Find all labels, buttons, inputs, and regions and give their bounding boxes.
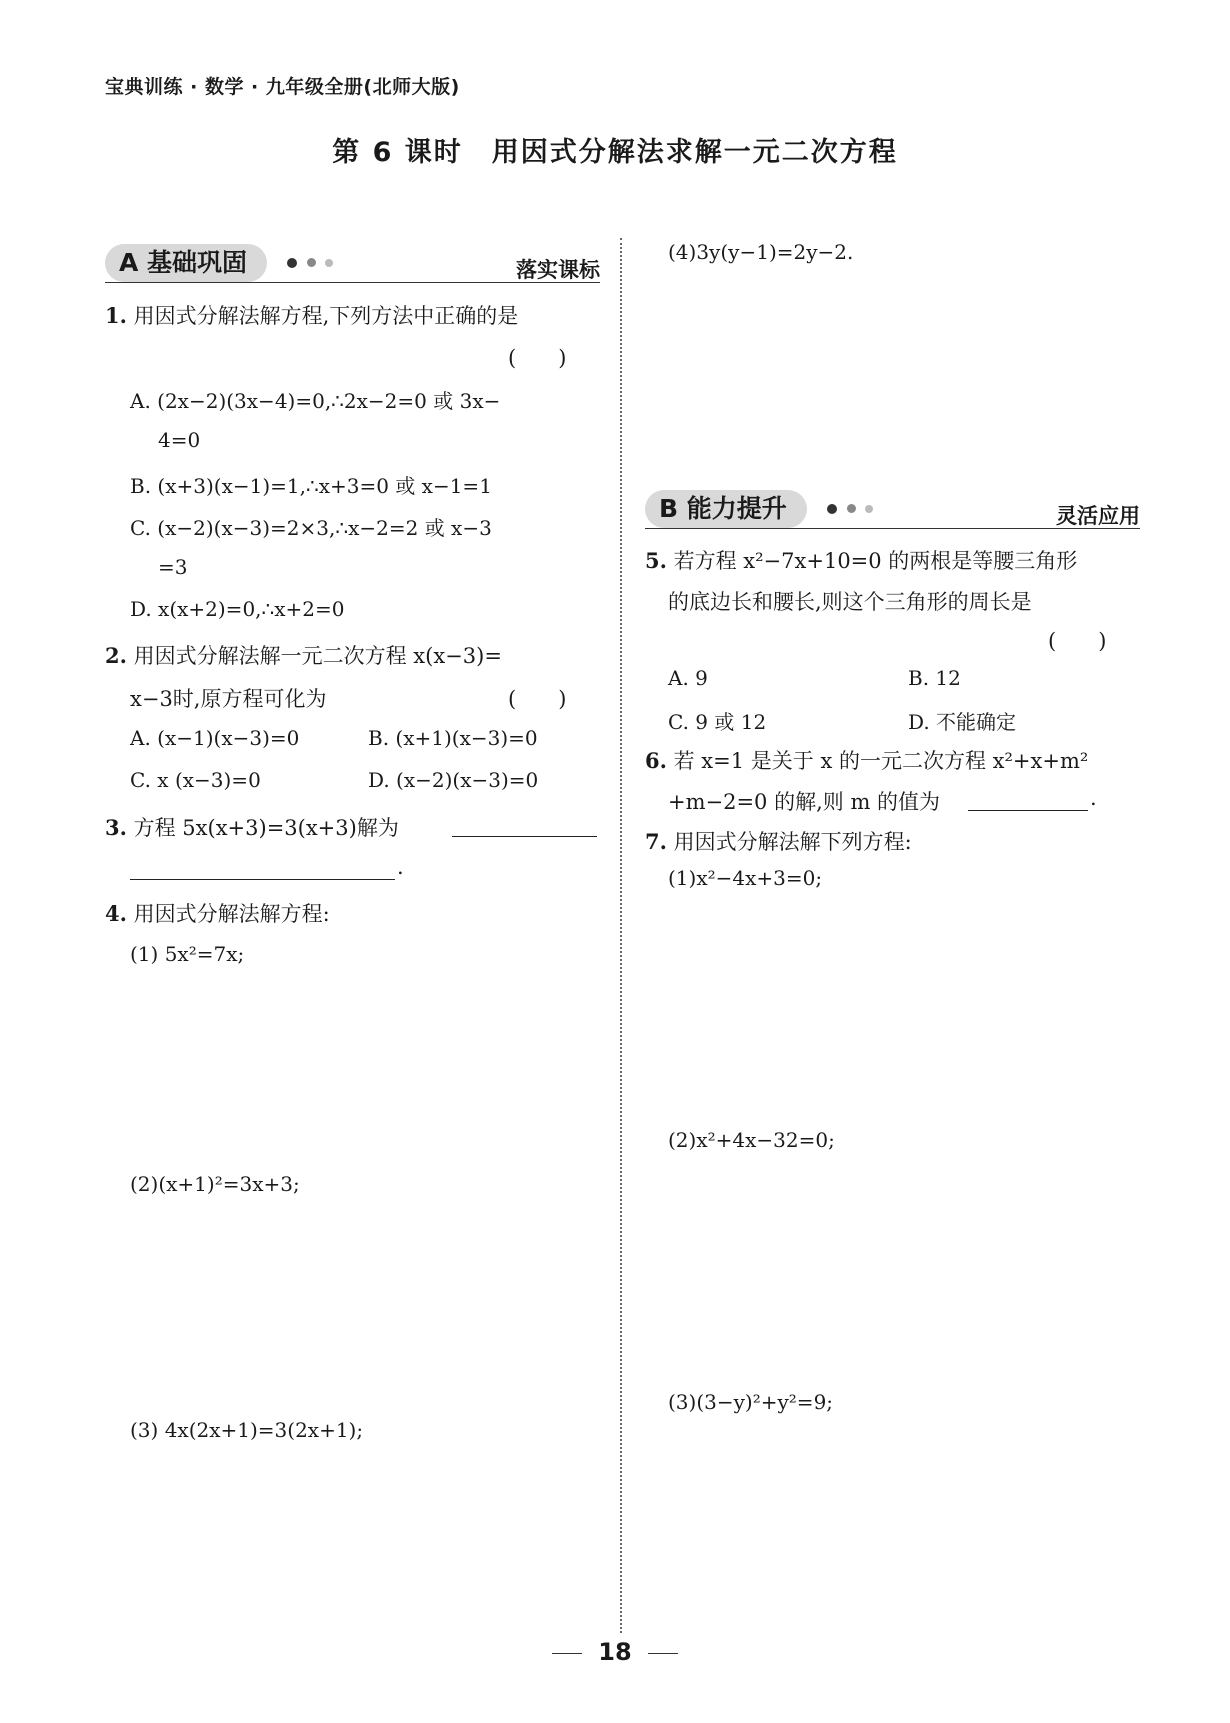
q3-answer-blank[interactable] bbox=[452, 810, 597, 837]
q1-option-d: D. x(x+2)=0,∴x+2=0 bbox=[130, 597, 345, 621]
q5-stem bbox=[645, 545, 1077, 575]
q5-text: 若方程 x²−7x+10=0 的两根是等腰三角形 bbox=[673, 549, 1078, 573]
q2-answer-paren: ( ) bbox=[508, 687, 567, 711]
book-header: 宝典训练 · 数学 · 九年级全册(北师大版) bbox=[105, 76, 460, 98]
q2-option-c: C. x (x−3)=0 bbox=[130, 768, 261, 792]
q1-option-b: B. (x+3)(x−1)=1,∴x+3=0 或 x−1=1 bbox=[130, 474, 492, 498]
q3-answer-blank-cont[interactable] bbox=[130, 853, 395, 880]
q6-number: 6. bbox=[645, 748, 667, 773]
dot-icon bbox=[865, 505, 873, 513]
q1-option-a-cont: 4=0 bbox=[158, 428, 201, 452]
dot-icon bbox=[325, 259, 333, 267]
q6-stem bbox=[645, 745, 1088, 775]
section-a-tag: 落实课标 bbox=[516, 258, 600, 282]
q4-part-4: (4)3y(y−1)=2y−2. bbox=[668, 240, 854, 264]
q6-text: 若 x=1 是关于 x 的一元二次方程 x²+x+m² bbox=[673, 749, 1089, 773]
q3-text: 方程 5x(x+3)=3(x+3)解为 bbox=[133, 816, 399, 840]
column-divider bbox=[620, 238, 622, 1633]
page-number-text: 18 bbox=[598, 1638, 632, 1666]
q3-period: . bbox=[397, 855, 404, 879]
section-b-header bbox=[645, 490, 1140, 530]
q1-option-c-cont: =3 bbox=[158, 555, 188, 579]
q4-text: 用因式分解法解方程: bbox=[133, 902, 330, 926]
q7-part-2: (2)x²+4x−32=0; bbox=[668, 1128, 835, 1152]
section-b-label: B 能力提升 bbox=[645, 490, 807, 528]
q2-text: 用因式分解法解一元二次方程 x(x−3)= bbox=[133, 644, 502, 668]
q6-answer-blank[interactable] bbox=[968, 785, 1088, 811]
q6-stem-cont: +m−2=0 的解,则 m 的值为 bbox=[668, 790, 941, 814]
dot-icon bbox=[847, 504, 856, 513]
q4-stem bbox=[105, 898, 330, 928]
q4-part-1: (1) 5x²=7x; bbox=[130, 942, 245, 966]
q2-option-a: A. (x−1)(x−3)=0 bbox=[130, 726, 300, 750]
q2-stem bbox=[105, 640, 502, 670]
q7-stem bbox=[645, 826, 912, 856]
q2-option-d: D. (x−2)(x−3)=0 bbox=[368, 768, 539, 792]
q5-stem-cont: 的底边长和腰长,则这个三角形的周长是 bbox=[668, 590, 1032, 614]
q2-number: 2. bbox=[105, 643, 127, 668]
q1-stem bbox=[105, 300, 518, 330]
q4-number: 4. bbox=[105, 901, 127, 926]
q5-answer-paren: ( ) bbox=[1048, 629, 1107, 653]
q1-option-c: C. (x−2)(x−3)=2×3,∴x−2=2 或 x−3 bbox=[130, 516, 492, 540]
q5-option-c: C. 9 或 12 bbox=[668, 710, 767, 734]
q2-option-b: B. (x+1)(x−3)=0 bbox=[368, 726, 538, 750]
q6-period: . bbox=[1090, 786, 1097, 810]
q7-number: 7. bbox=[645, 829, 667, 854]
dash-left bbox=[552, 1653, 582, 1654]
lesson-title: 第 6 课时 用因式分解法求解一元二次方程 bbox=[332, 137, 898, 168]
q5-option-a: A. 9 bbox=[668, 666, 708, 690]
q5-option-b: B. 12 bbox=[908, 666, 961, 690]
section-b-tag: 灵活应用 bbox=[1056, 504, 1140, 528]
page-number bbox=[0, 1638, 1230, 1666]
q5-option-d: D. 不能确定 bbox=[908, 710, 1017, 734]
q4-part-2: (2)(x+1)²=3x+3; bbox=[130, 1172, 300, 1196]
q7-text: 用因式分解法解下列方程: bbox=[673, 830, 912, 854]
section-a-label: A 基础巩固 bbox=[105, 244, 267, 282]
q3-stem bbox=[105, 812, 399, 842]
q2-stem-cont: x−3时,原方程可化为 bbox=[130, 687, 327, 711]
dot-icon bbox=[827, 504, 837, 514]
q5-number: 5. bbox=[645, 548, 667, 573]
q1-number: 1. bbox=[105, 303, 127, 328]
q3-number: 3. bbox=[105, 815, 127, 840]
q7-part-1: (1)x²−4x+3=0; bbox=[668, 866, 823, 890]
q4-part-3: (3) 4x(2x+1)=3(2x+1); bbox=[130, 1418, 364, 1442]
q1-option-a: A. (2x−2)(3x−4)=0,∴2x−2=0 或 3x− bbox=[130, 389, 501, 413]
q1-text: 用因式分解法解方程,下列方法中正确的是 bbox=[133, 304, 519, 328]
q1-answer-paren: ( ) bbox=[508, 346, 567, 370]
dash-right bbox=[648, 1653, 678, 1654]
dot-icon bbox=[287, 258, 297, 268]
section-a-header bbox=[105, 244, 600, 284]
dot-icon bbox=[307, 258, 316, 267]
q7-part-3: (3)(3−y)²+y²=9; bbox=[668, 1390, 834, 1414]
